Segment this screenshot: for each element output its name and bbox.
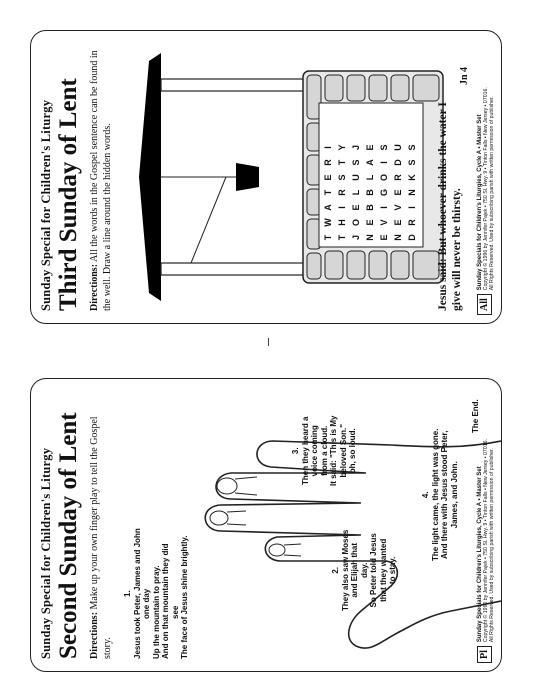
grid-row: J O E L U S J bbox=[351, 145, 361, 241]
well-post-left bbox=[161, 263, 311, 275]
directions-text: Make up your own finger play to tell the Gospel story. bbox=[89, 416, 113, 659]
bucket-icon bbox=[236, 163, 259, 191]
grid-row: E V I G O I S bbox=[379, 144, 389, 241]
word-search-grid bbox=[321, 140, 419, 245]
gospel-verse: Jesus said: But whoever drinks the water I give will never be thirsty. bbox=[437, 102, 463, 311]
footer bbox=[477, 387, 495, 663]
directions-label: Directions: bbox=[89, 611, 100, 659]
well-drawing bbox=[31, 31, 501, 323]
finger-figure-peter bbox=[269, 544, 301, 556]
page-title: Third Sunday of Lent bbox=[55, 78, 82, 311]
grid-row: D R I N K S S bbox=[407, 144, 417, 241]
footer-copyright: Sunday Specials for Children's Liturgies, Cycle A • Master Set Copyright © 1996 by Jennifer Pajek • 750 Sl. Hwy. 9 • Tinton Falls • New Jersey • 07016. All Rights Reserved. Used by subscribing parish with written permission of publisher. bbox=[477, 439, 495, 643]
footer bbox=[477, 39, 495, 315]
stanza-1: 1. Jesus took Peter, James and John one day Up the mountain to pray. And on that mountain they did see The face of Jesus shine brightly. bbox=[123, 528, 189, 659]
worksheet-page-rotated bbox=[31, 31, 501, 323]
footer-code: Pl bbox=[477, 646, 492, 663]
worksheet-page-rotated bbox=[31, 379, 501, 671]
stanza-3: 3. Then they heard a voice coming from a cloud. It said: "This is My beloved Son." oh, so loud. bbox=[291, 415, 357, 486]
worksheet-second-sunday bbox=[30, 378, 502, 672]
page-title: Second Sunday of Lent bbox=[55, 412, 82, 659]
the-end-label: The End. bbox=[471, 399, 480, 433]
grid-row: N E V E R D U bbox=[393, 144, 403, 241]
fold-mark bbox=[268, 338, 269, 346]
finger-figure-jesus bbox=[217, 477, 257, 495]
directions-label: Directions: bbox=[89, 263, 100, 311]
worksheet-third-sunday bbox=[30, 30, 502, 324]
footer-code: All bbox=[477, 294, 492, 315]
well-roof bbox=[139, 53, 161, 301]
grid-row: N E B B L A E bbox=[365, 144, 375, 241]
stanza-2: 2. They also saw Moses and Elijah that day. So Peter told Jesus that they wanted to stay. bbox=[331, 529, 397, 611]
well-post-right bbox=[161, 79, 311, 91]
finger-figure-moses bbox=[210, 511, 246, 525]
footer-copyright: Sunday Specials for Children's Liturgies, Cycle A • Master Set Copyright © 1996 by Jennifer Pajek • 750 Sl. Hwy. 9 • Tinton Falls • New Jersey • 07016. All Rights Reserved. Used by subscribing parish with written permission of publisher. bbox=[477, 87, 495, 291]
grid-row: T H I R S T Y bbox=[337, 144, 347, 241]
series-title: Sunday Special for Children's Liturgy bbox=[39, 99, 53, 311]
grid-row: T W A T E R I bbox=[323, 146, 333, 241]
series-title: Sunday Special for Children's Liturgy bbox=[39, 447, 53, 659]
directions-text: All the words in the Gospel sentence can be found in the well. Draw a line around the hidden words. bbox=[89, 50, 113, 311]
gospel-reference: Jn 4 bbox=[459, 66, 470, 85]
stanza-4: 4. The light came, the light was gone. And there with Jesus stood Peter, James, and John. bbox=[421, 428, 459, 561]
